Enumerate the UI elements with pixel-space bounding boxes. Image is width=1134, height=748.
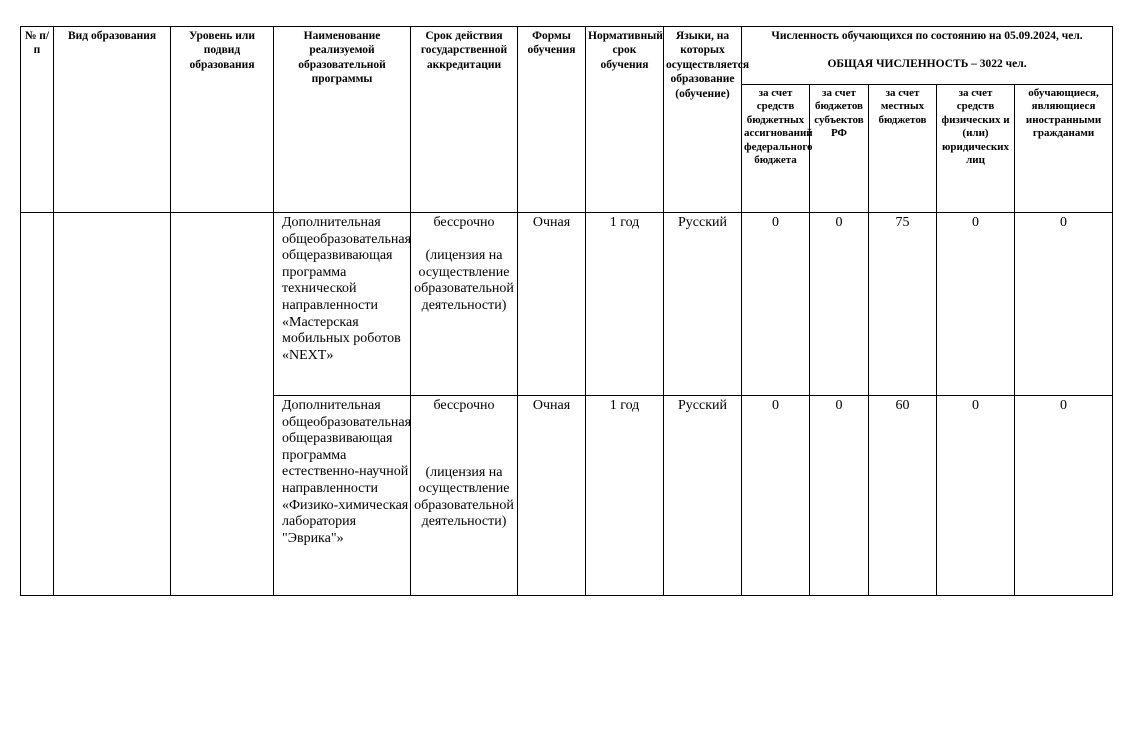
srok-note: (лицензия на осуществление образовательной деятельности)	[414, 464, 514, 530]
cell-subj: 0	[810, 213, 869, 396]
cell-uroven	[171, 213, 274, 596]
cell-srok	[411, 396, 518, 596]
cell-mest: 75	[869, 213, 937, 396]
cell-yazyk: Русский	[664, 213, 742, 396]
header-chislennost	[742, 27, 1113, 85]
cell-subj: 0	[810, 396, 869, 596]
header-sub-subj: за счет бюджетов субъектов РФ	[810, 85, 869, 213]
cell-inostr: 0	[1015, 396, 1113, 596]
header-sub-mest: за счет местных бюджетов	[869, 85, 937, 213]
cell-vid	[54, 213, 171, 596]
cell-program: Дополнительная общеобразовательная общеразвивающая программа технической направленности «Мастерская мобильных роботов «NEXT»	[274, 213, 411, 396]
header-uroven: Уровень или подвид образования	[171, 27, 274, 213]
cell-fed: 0	[742, 213, 810, 396]
cell-forma: Очная	[518, 213, 586, 396]
header-naimenovanie: Наименование реализуемой образовательной программы	[274, 27, 411, 213]
header-sub-fiz: за счет средств физических и (или) юридических лиц	[937, 85, 1015, 213]
header-row-1	[21, 27, 1113, 85]
header-num: № п/п	[21, 27, 54, 213]
srok-note: (лицензия на осуществление образовательной деятельности)	[414, 248, 514, 313]
cell-program: Дополнительная общеобразовательная общеразвивающая программа естественно-научной направленности «Физико-химическая лаборатория "Эврика"»	[274, 396, 411, 596]
enrollment-table	[20, 26, 1113, 596]
table-row	[21, 213, 1113, 396]
srok-main: бессрочно	[433, 398, 495, 413]
header-obshaya: ОБЩАЯ ЧИСЛЕННОСТЬ – 3022 чел.	[827, 58, 1027, 71]
cell-fed: 0	[742, 396, 810, 596]
header-chislennost-title: Численность обучающихся по состоянию на 05.09.2024, чел.	[771, 30, 1083, 42]
cell-num	[21, 213, 54, 596]
cell-mest: 60	[869, 396, 937, 596]
cell-fiz: 0	[937, 396, 1015, 596]
srok-main: бессрочно	[433, 215, 495, 230]
header-vid: Вид образования	[54, 27, 171, 213]
header-normativ: Нормативный срок обучения	[586, 27, 664, 213]
cell-forma: Очная	[518, 396, 586, 596]
cell-srok	[411, 213, 518, 396]
header-sub-inostr: обучающиеся, являющиеся иностранными гражданами	[1015, 85, 1113, 213]
cell-normativ: 1 год	[586, 213, 664, 396]
cell-yazyk: Русский	[664, 396, 742, 596]
cell-fiz: 0	[937, 213, 1015, 396]
header-yazyki: Языки, на которых осуществляется образование (обучение)	[664, 27, 742, 213]
header-formy: Формы обучения	[518, 27, 586, 213]
header-sub-fed: за счет средств бюджетных ассигнований федерального бюджета	[742, 85, 810, 213]
cell-inostr: 0	[1015, 213, 1113, 396]
cell-normativ: 1 год	[586, 396, 664, 596]
header-srok: Срок действия государственной аккредитации	[411, 27, 518, 213]
